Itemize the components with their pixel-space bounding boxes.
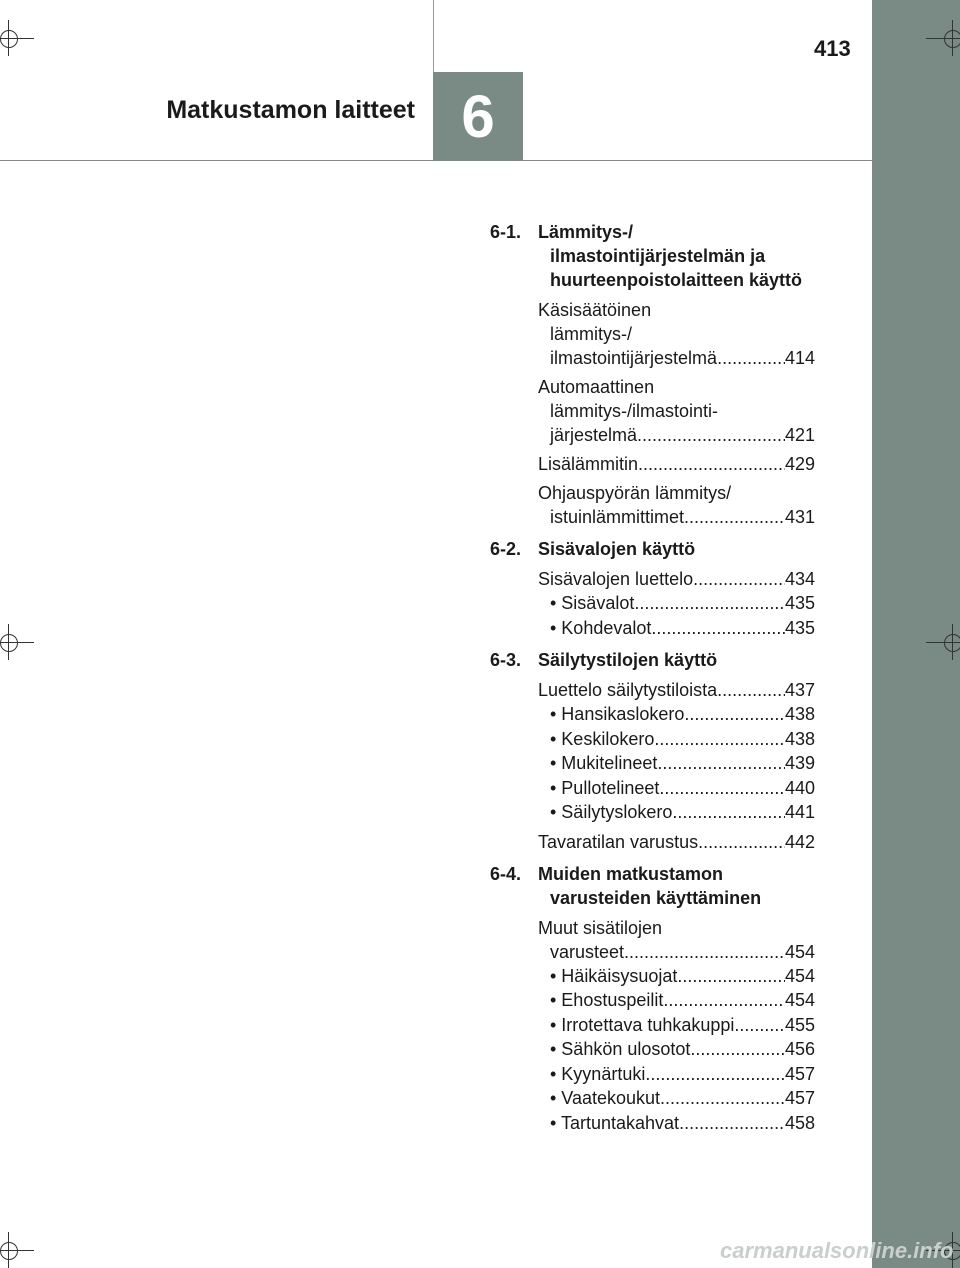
toc-subentry-link[interactable] [550, 1037, 815, 1062]
toc-subentry-link[interactable] [550, 776, 815, 801]
toc-subentry-link[interactable] [550, 1062, 815, 1087]
dot-leader [659, 776, 785, 801]
chapter-title: Matkustamon laitteet [166, 96, 415, 124]
entry-line: Ohjauspyörän lämmitys/ [538, 483, 732, 503]
dot-leader [684, 505, 785, 529]
page-ref: 440 [784, 777, 815, 798]
dot-leader [677, 964, 785, 989]
toc-subentry-link[interactable] [550, 702, 815, 727]
page-ref: 431 [784, 507, 815, 527]
toc-subentry-link[interactable] [550, 1086, 815, 1111]
page-ref: 456 [784, 1039, 815, 1059]
toc-section [490, 648, 815, 854]
page-ref: 435 [784, 617, 815, 638]
toc-entry [538, 375, 815, 447]
toc-subentry-link[interactable] [550, 1013, 815, 1038]
header-divider [433, 0, 434, 72]
entry-title: järjestelmä [550, 425, 638, 445]
toc-entry-link[interactable] [538, 346, 815, 370]
dot-leader [684, 702, 785, 727]
entry-title: Tavaratilan varustus [538, 831, 699, 852]
dot-leader [693, 567, 785, 591]
entry-title: • Kohdevalot [550, 617, 652, 638]
toc-entry-link[interactable] [538, 505, 815, 529]
subentry-list [490, 702, 815, 825]
dot-leader [679, 1111, 785, 1136]
entry-title: • Irrotettava tuhkakuppi [550, 1014, 735, 1035]
toc-subentry-link[interactable] [550, 1111, 815, 1136]
toc-entry [538, 481, 815, 529]
dot-leader [634, 591, 785, 616]
dot-leader [672, 800, 785, 825]
toc-subentry-link[interactable] [550, 964, 815, 989]
entry-line: lämmitys-/ [550, 324, 632, 344]
page-ref: 429 [784, 454, 815, 474]
entry-line: Automaattinen [538, 377, 655, 397]
subentry-list [490, 964, 815, 1136]
toc-subentry-link[interactable] [550, 591, 815, 616]
dot-leader [660, 1086, 785, 1111]
entry-title: • Tartuntakahvat [550, 1112, 680, 1133]
table-of-contents [490, 220, 815, 1143]
section-number: 6-1. [490, 222, 522, 242]
section-title: Muiden matkustamon varusteiden käyttäminen [538, 863, 762, 908]
page-ref: 457 [784, 1063, 815, 1084]
dot-leader [637, 423, 785, 447]
entry-title: • Vaatekoukut [550, 1088, 661, 1108]
dot-leader [717, 678, 785, 702]
section-number: 6-3. [490, 650, 522, 670]
toc-entry [538, 567, 815, 591]
dot-leader [717, 346, 785, 370]
section-title: Sisävalojen käyttö [538, 539, 696, 559]
entry-title: ilmastointijärjestelmä [550, 348, 718, 368]
toc-entry [538, 678, 815, 702]
section-title: Säilytystilojen käyttö [538, 650, 718, 670]
subentry-list [490, 591, 815, 640]
entry-title: • Säilytyslokero [550, 802, 673, 822]
entry-title: varusteet [550, 941, 625, 962]
toc-entry-link[interactable] [538, 830, 815, 854]
chapter-number-box: 6 [433, 72, 523, 161]
chapter-sidebar-tab [872, 0, 960, 1268]
toc-entry-link[interactable] [538, 567, 815, 591]
toc-subentry-link[interactable] [550, 616, 815, 641]
page-ref: 442 [784, 831, 815, 852]
page-number: 413 [814, 36, 851, 61]
entry-line: Muut sisätilojen [538, 917, 663, 938]
page-ref: 414 [784, 348, 815, 368]
page-ref: 438 [784, 704, 815, 724]
dot-leader [690, 1037, 785, 1062]
toc-entry-link[interactable] [538, 678, 815, 702]
entry-title: • Hansikaslokero [550, 704, 685, 724]
entry-title: Luettelo säilytystiloista [538, 680, 718, 700]
page-ref: 458 [784, 1112, 815, 1133]
section-heading[interactable] [490, 220, 815, 292]
page-ref: 457 [784, 1088, 815, 1108]
toc-subentry-link[interactable] [550, 800, 815, 825]
page-ref: 437 [784, 680, 815, 700]
page-ref: 434 [784, 569, 815, 589]
entry-line: Käsisäätöinen [538, 300, 652, 320]
dot-leader [624, 940, 785, 964]
dot-leader [663, 988, 785, 1013]
section-title: Lämmitys-/ ilmastointijärjestelmän ja huurteenpoistolaitteen käyttö [538, 222, 803, 290]
page-ref: 421 [784, 425, 815, 445]
toc-subentry-link[interactable] [550, 727, 815, 752]
page-ref: 439 [784, 753, 815, 773]
entry-title: • Mukitelineet [550, 753, 658, 773]
section-heading[interactable] [490, 537, 815, 561]
entry-title: • Sisävalot [550, 593, 635, 613]
dot-leader [645, 1062, 785, 1087]
dot-leader [638, 452, 785, 476]
entry-title: • Sähkön ulosotot [550, 1039, 691, 1059]
toc-entry-link[interactable] [538, 423, 815, 447]
page-ref: 455 [784, 1014, 815, 1035]
entry-title: Sisävalojen luettelo [538, 569, 694, 589]
entry-title: • Kyynärtuki [550, 1063, 646, 1084]
page-ref: 454 [784, 990, 815, 1010]
toc-entry [538, 916, 815, 964]
entry-line: lämmitys-/ilmastointi- [550, 401, 719, 421]
entry-title: istuinlämmittimet [550, 507, 685, 527]
section-heading[interactable] [490, 862, 815, 910]
section-heading[interactable] [490, 648, 815, 672]
page-ref: 454 [784, 941, 815, 962]
dot-leader [657, 751, 785, 776]
toc-section [490, 220, 815, 529]
page-ref: 441 [784, 802, 815, 822]
page-ref: 435 [784, 593, 815, 613]
section-number: 6-4. [490, 863, 522, 884]
toc-entry-link[interactable] [538, 452, 815, 476]
dot-leader [651, 616, 785, 641]
dot-leader [734, 1013, 785, 1038]
watermark: carmanualsonline.info [720, 1238, 954, 1263]
toc-subentry-link[interactable] [550, 988, 815, 1013]
toc-section [490, 862, 815, 1136]
toc-subentry-link[interactable] [550, 751, 815, 776]
toc-entry [538, 830, 815, 854]
toc-section [490, 537, 815, 640]
entry-title: • Häikäisysuojat [550, 965, 678, 986]
entry-title: • Pullotelineet [550, 777, 660, 798]
entry-title: Lisälämmitin [538, 454, 639, 474]
entry-title: • Ehostuspeilit [550, 990, 664, 1010]
page-ref: 454 [784, 965, 815, 986]
section-number: 6-2. [490, 539, 522, 559]
page-ref: 438 [784, 728, 815, 749]
dot-leader [698, 830, 785, 854]
entry-title: • Keskilokero [550, 728, 655, 749]
toc-entry [538, 298, 815, 370]
toc-entry [538, 452, 815, 476]
toc-entry-link[interactable] [538, 940, 815, 964]
dot-leader [654, 727, 785, 752]
